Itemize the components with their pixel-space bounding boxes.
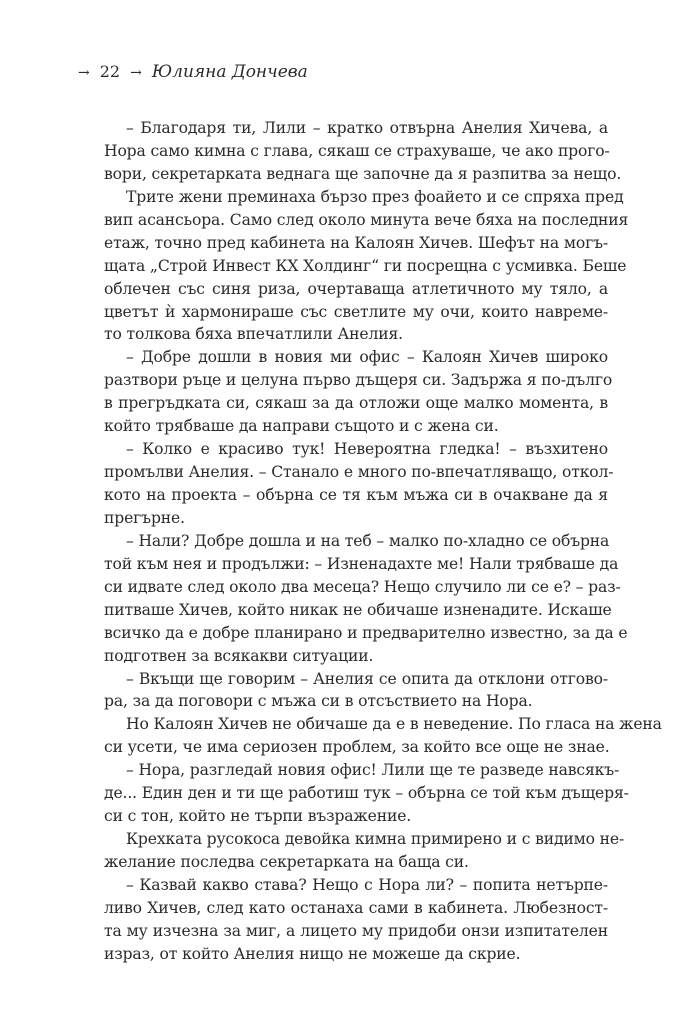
text-line: израз, от който Анелия нищо не можеше да скрие. [104, 944, 521, 963]
text-line: – Благодаря ти, Лили – кратко отвърна Анелия Хичева, а [126, 119, 608, 137]
text-line: та му изчезна за миг, а лицето му придоби онзи изпитателен [104, 921, 608, 940]
text-line: подготвен за всякакви ситуации. [104, 646, 374, 665]
text-line: – Добре дошли в новия ми офис – Калоян Хичев широко [126, 348, 608, 367]
text-line: си идвате след около два месеца? Нещо случило ли се е? – раз- [104, 577, 621, 596]
text-line: то толкова бяха впечатлили Анелия. [104, 325, 403, 344]
text-line: си с тон, който не търпи възражение. [104, 807, 412, 826]
text-line: вип асансьора. Само след около минута вече бяха на последния [104, 210, 629, 229]
text-line: всичко да е добре планирано и предварително известно, за да е [104, 623, 628, 642]
text-line: ливо Хичев, след като останаха сами в кабинета. Любезност- [104, 898, 608, 917]
text-line: – Вкъщи ще говорим – Анелия се опита да отклони отгово- [126, 669, 608, 688]
body-text [104, 117, 662, 966]
text-line: питваше Хичев, който никак не обичаше изненадите. Искаше [104, 600, 612, 619]
text-line: промълви Анелия. – Станало е много по-впечатляващо, откол- [104, 463, 614, 482]
text-line: – Нора, разгледай новия офис! Лили ще те разведе навсякъ- [126, 761, 620, 780]
text-line: желание последва секретарката на баща си. [104, 853, 469, 871]
text-line: разтвори ръце и целуна първо дъщеря си. Задържа я по-дълго [104, 371, 613, 390]
text-line: вори, секретарката веднага ще започне да я разпитва за нещо. [104, 164, 622, 183]
text-line: кото на проекта – обърна се тя към мъжа си в очакване да я [104, 486, 608, 504]
text-line: Трите жени преминаха бързо през фоайето и се спряха пред [126, 187, 624, 206]
text-line: – Казвай какво става? Нещо с Нора ли? – попита нетърпе- [126, 875, 608, 894]
text-line: който трябваше да направи същото и с жена си. [104, 417, 499, 436]
page-number: 22 [99, 62, 121, 81]
author-name: Юлияна Дончева [151, 62, 308, 82]
text-line: облечен със синя риза, очертаваща атлетичното му тяло, а [104, 279, 608, 298]
text-line: Нора само кимна с глава, сякаш се страхуваше, че ако прого- [104, 141, 610, 160]
text-line: щата „Строй Инвест КХ Холдинг“ ги посрещна с усмивка. Беше [104, 256, 627, 275]
arrow-right-icon: → [78, 65, 90, 81]
text-line: той към нея и продължи: – Изненадахте ме! Нали трябваше да [104, 554, 619, 573]
text-line: в прегръдката си, сякаш за да отложи още малко момента, в [104, 394, 608, 413]
arrow-right-icon: → [130, 65, 142, 81]
text-line: – Колко е красиво тук! Невероятна гледка! – възхитено [126, 440, 608, 459]
text-line: Крехката русокоса девойка кимна примирено и с видимо не- [126, 830, 625, 849]
text-line: ра, за да поговори с мъжа си в отсъствието на Нора. [104, 692, 533, 711]
text-line: Но Калоян Хичев не обичаше да е в неведение. По гласа на жена [126, 715, 662, 734]
text-line: – Нали? Добре дошла и на теб – малко по-хладно се обърна [126, 531, 610, 550]
text-line: де... Един ден и ти ще работиш тук – обърна се той към дъщеря- [104, 784, 629, 803]
text-line: си усети, че има сериозен проблем, за който все още не знае. [104, 738, 610, 757]
running-header [78, 62, 308, 83]
text-line: цветът ѝ хармонираше със светлите му очи, които навреме- [104, 302, 608, 321]
text-line: прегърне. [104, 508, 185, 527]
text-line: етаж, точно пред кабинета на Калоян Хичев. Шефът на могъ- [104, 233, 608, 252]
